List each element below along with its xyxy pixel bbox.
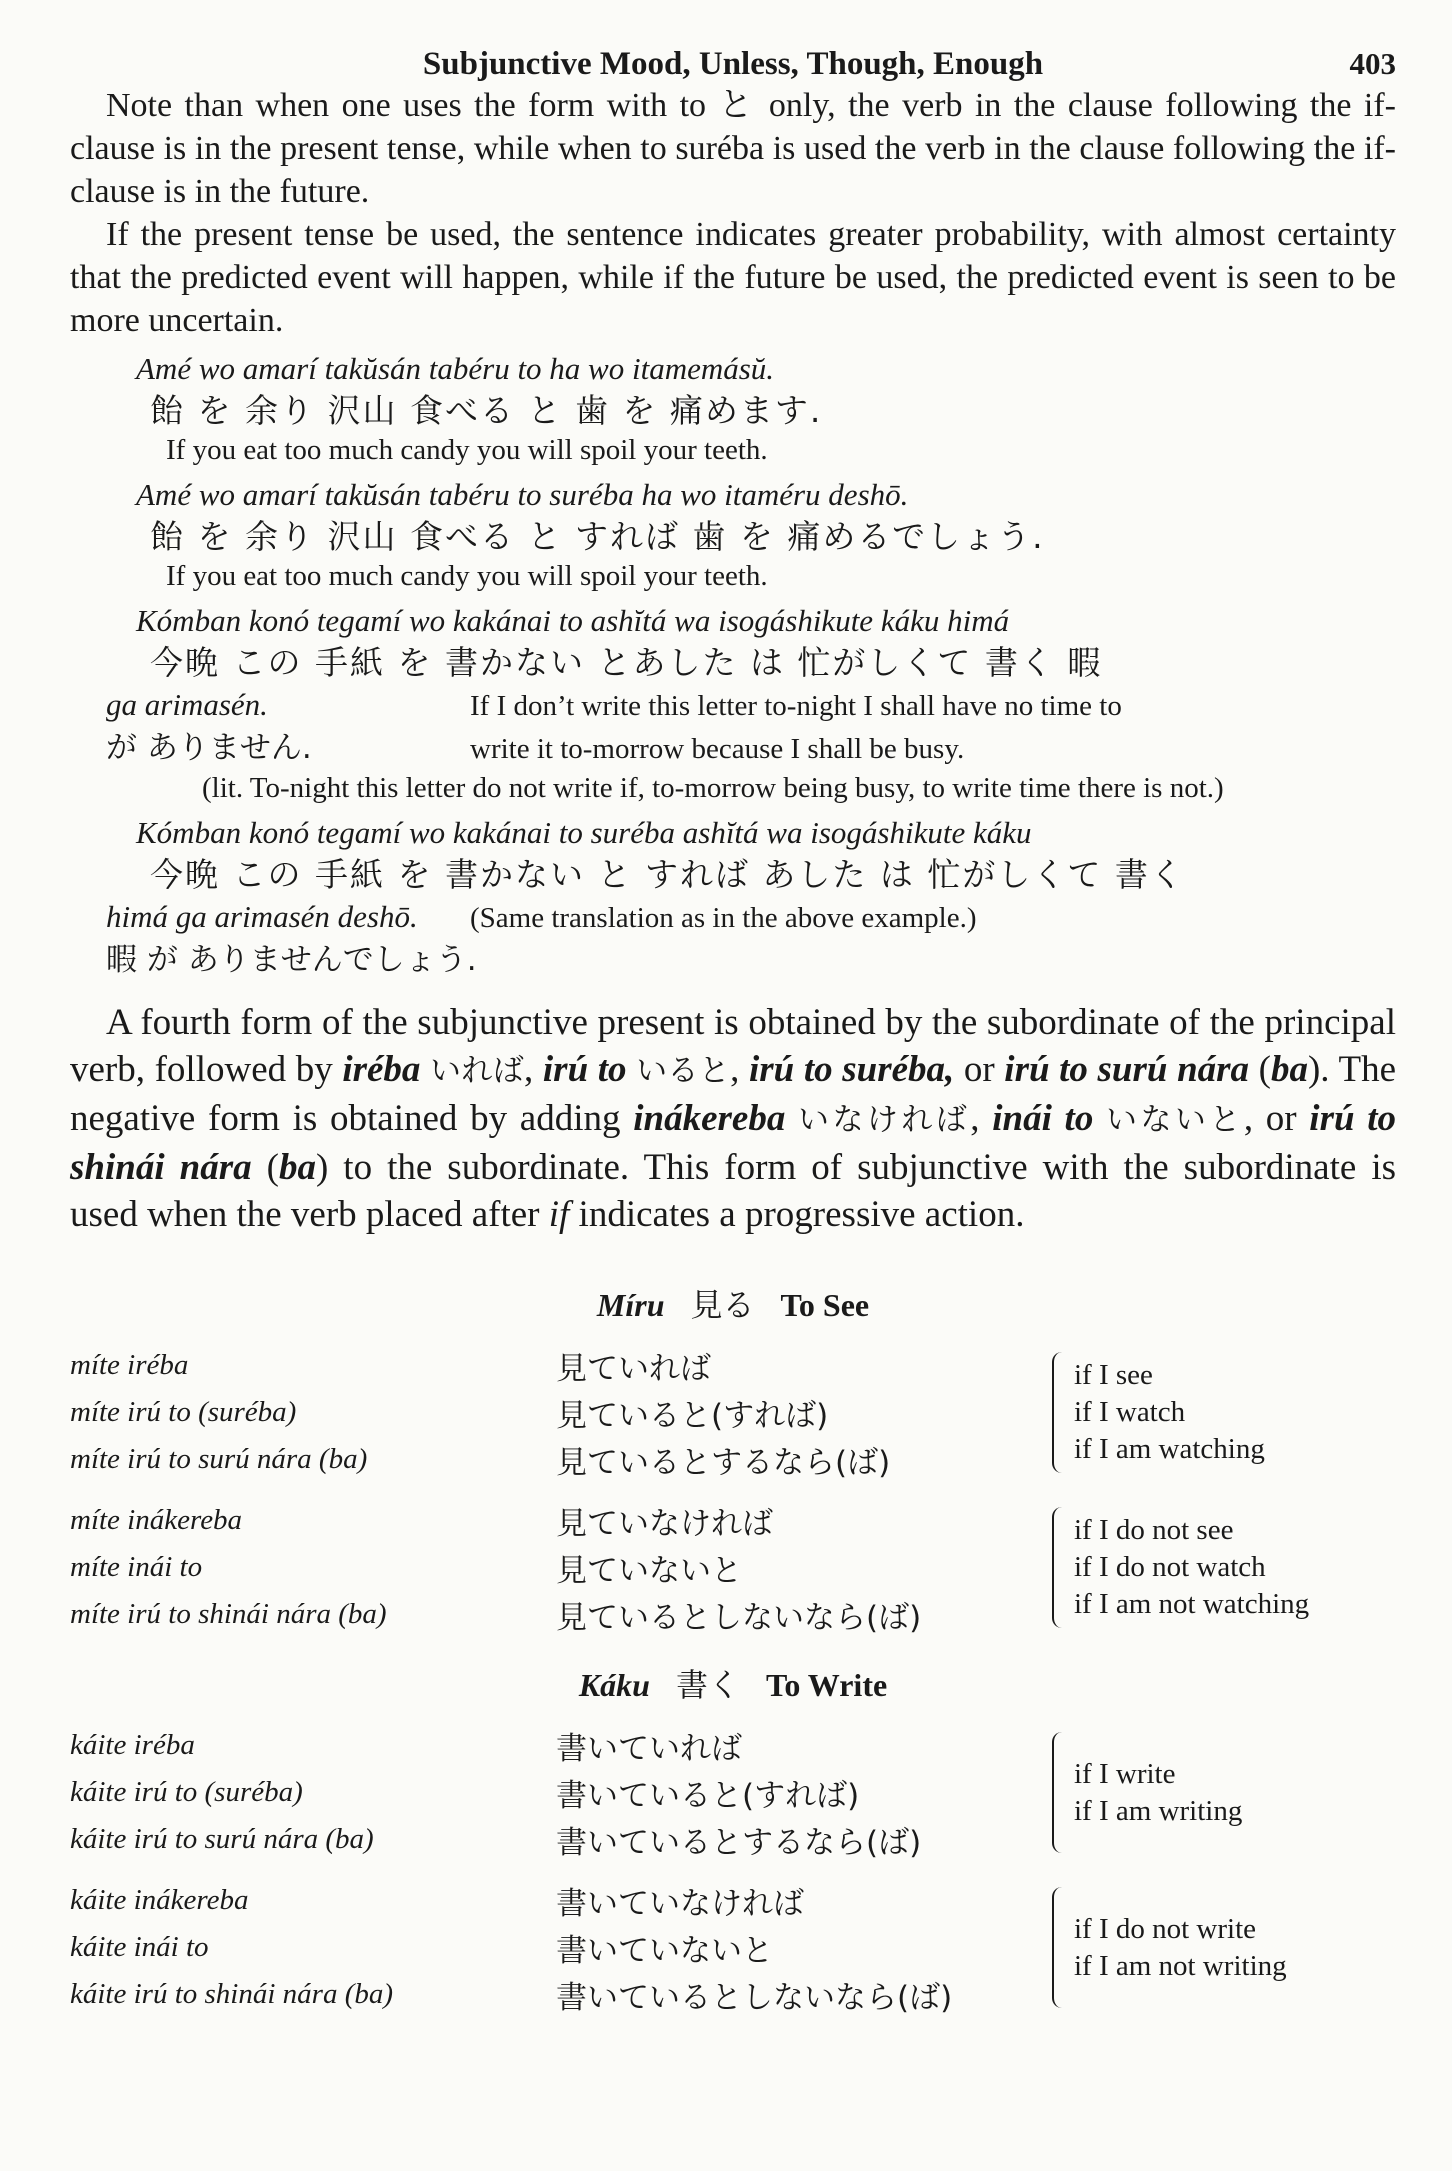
form-romaji: káite inái to (70, 1931, 209, 1963)
conjugation-row (70, 1389, 1046, 1436)
conjugation-group (70, 1342, 1396, 1483)
conjugation-row (70, 1924, 1046, 1971)
conjugation-row (70, 1769, 1046, 1816)
form-romaji: míte inái to (70, 1551, 203, 1583)
intro-text (70, 84, 1396, 342)
term: irú to surú nára (1004, 1049, 1250, 1090)
term: inákereba (633, 1098, 786, 1139)
term-japanese: いなければ (798, 1102, 971, 1138)
form-japanese: 書いているとしないなら(ば) (556, 1980, 953, 2016)
example-translation: write it to-morrow because I shall be busy. (470, 733, 965, 765)
example-romaji: Amé wo amarí takŭsán tabéru to suréba ha wo itaméru deshō. (136, 477, 909, 512)
form-romaji: míte irú to surú nára (ba) (70, 1443, 368, 1475)
literal-translation: (lit. To-night this letter do not write if, to-morrow being busy, to write time there is not.) (202, 772, 1224, 804)
example-japanese: 今晩 この 手紙 を 書かない とあした は 忙がしくて 書く 暇 (150, 643, 1103, 682)
intro-paragraph: If the present tense be used, the sentence indicates greater probability, with almost certainty that the predicted event will happen, while if the future be used, the predicted event is seen to be more uncertain. (70, 216, 1396, 339)
text-run: ). The negative form is obtained by adding (70, 1049, 1396, 1139)
conjugation-row (70, 1877, 1046, 1924)
form-romaji: káite iréba (70, 1729, 195, 1761)
form-japanese: 見ているとするなら(ば) (556, 1445, 891, 1481)
form-romaji: míte iréba (70, 1349, 189, 1381)
form-romaji: káite inákereba (70, 1884, 249, 1916)
text-run: indicates a progressive action. (569, 1194, 1025, 1235)
example-translation: (Same translation as in the above example.) (470, 902, 977, 934)
form-japanese: 見ていないと (556, 1553, 742, 1589)
form-japanese: 書いていれば (556, 1731, 742, 1767)
conjugation-rows (70, 1722, 1046, 1863)
example-romaji: Kómban konó tegamí wo kakánai to ashĭtá wa isogáshikute káku himá (136, 603, 1010, 638)
example-continuation (70, 896, 1396, 939)
example-continuation (70, 727, 1396, 770)
text-run: , (524, 1049, 543, 1090)
example-1 (70, 348, 1396, 468)
form-japanese: 書いているとするなら(ば) (556, 1825, 922, 1861)
conjugation-rows (70, 1497, 1046, 1638)
conjugation-row (70, 1722, 1046, 1769)
text-run: ( (251, 1147, 279, 1188)
meanings (1074, 1497, 1309, 1638)
conjugation-row (70, 1497, 1046, 1544)
term: inái to (992, 1098, 1094, 1139)
form-japanese: 見ていると(すれば) (556, 1398, 829, 1434)
term: ba (278, 1147, 316, 1188)
example-continuation (70, 684, 1396, 727)
text-run: or (954, 1049, 1005, 1090)
example-romaji: Amé wo amarí takŭsán tabéru to ha wo itamemásŭ. (136, 351, 775, 386)
text-run: ( (1249, 1049, 1271, 1090)
term: irú to (542, 1049, 627, 1090)
meanings (1074, 1722, 1242, 1863)
example-4 (70, 812, 1396, 981)
form-japanese: 見ていれば (556, 1351, 711, 1387)
form-romaji: míte irú to shinái nára (ba) (70, 1598, 387, 1630)
example-romaji-cont: ga arimasén. (106, 687, 268, 722)
form-romaji: míte inákereba (70, 1504, 243, 1536)
meaning: if I do not write (1074, 1912, 1257, 1945)
meanings (1074, 1342, 1265, 1483)
conjugation-group (70, 1722, 1396, 1863)
term-japanese: いないと (1106, 1102, 1244, 1138)
conjugation-rows (70, 1877, 1046, 2018)
form-japanese: 見ていなければ (556, 1506, 773, 1542)
example-2 (70, 474, 1396, 594)
verb-english: To See (780, 1287, 870, 1323)
verb-japanese: 見る (690, 1286, 755, 1324)
form-japanese: 書いていなければ (556, 1886, 804, 1922)
term: ba (1270, 1049, 1308, 1090)
example-romaji: Kómban konó tegamí wo kakánai to suréba ashĭtá wa isogáshikute káku (136, 815, 1032, 850)
example-translation: If I don’t write this letter to-night I shall have no time to (470, 690, 1122, 722)
meanings (1074, 1877, 1287, 2018)
form-japanese: 書いていると(すれば) (556, 1778, 860, 1814)
term-if: if (548, 1194, 570, 1235)
conjugation-rows (70, 1342, 1046, 1483)
example-3 (70, 600, 1396, 806)
meaning: if I do not see (1074, 1514, 1234, 1546)
form-romaji: míte irú to (suréba) (70, 1396, 297, 1428)
example-japanese: 飴 を 余り 沢山 食べる と 歯 を 痛めます. (150, 391, 823, 430)
brace (1052, 1887, 1064, 2008)
meaning: if I see (1074, 1359, 1153, 1391)
example-japanese: 今晩 この 手紙 を 書かない と すれば あした は 忙がしくて 書く (150, 855, 1185, 894)
text-run: , or (1243, 1098, 1310, 1139)
brace (1052, 1507, 1064, 1628)
verb-romaji: Káku (578, 1667, 650, 1703)
example-continuation (70, 939, 1396, 981)
brace (1052, 1732, 1064, 1853)
running-title: Subjunctive Mood, Unless, Though, Enough (422, 46, 1044, 82)
form-romaji: káite irú to (suréba) (70, 1776, 303, 1808)
meaning: if I am watching (1074, 1433, 1265, 1465)
text-run: A fourth form of the subjunctive present is obtained by the subordinate of the principal verb, followed by (70, 1002, 1396, 1090)
conjugation-row (70, 1971, 1046, 2018)
text-run: ) to the subordinate. This form of subjunctive with the subordinate is used when the verb placed after (70, 1147, 1396, 1235)
example-translation: If you eat too much candy you will spoil your teeth. (166, 434, 768, 466)
conjugation-row (70, 1544, 1046, 1591)
conjugation-group (70, 1497, 1396, 1638)
verb-english: To Write (765, 1667, 888, 1703)
term: irú to suréba, (749, 1049, 955, 1090)
meaning: if I do not watch (1074, 1551, 1266, 1583)
meaning: if I am writing (1074, 1794, 1243, 1827)
example-japanese-cont: が ありません. (106, 730, 312, 766)
conjugation-heading-kaku (70, 1660, 1396, 1706)
meaning: if I am not writing (1074, 1949, 1287, 1982)
verb-japanese: 書く (675, 1666, 740, 1704)
form-japanese: 見ているとしないなら(ば) (556, 1600, 922, 1636)
example-romaji-cont: himá ga arimasén deshō. (106, 899, 418, 934)
page-header (70, 18, 1396, 84)
conjugation-row (70, 1591, 1046, 1638)
conjugation-group (70, 1877, 1396, 2018)
meaning: if I write (1074, 1757, 1176, 1790)
conjugation-row (70, 1342, 1046, 1389)
form-romaji: káite irú to shinái nára (ba) (70, 1978, 394, 2010)
form-romaji: káite irú to surú nára (ba) (70, 1823, 374, 1855)
fourth-form-text (70, 999, 1396, 1238)
example-japanese-cont: 暇 が ありませんでしょう. (106, 942, 477, 978)
fourth-form-paragraph (70, 999, 1396, 1238)
example-japanese: 飴 を 余り 沢山 食べる と すれば 歯 を 痛めるでしょう. (150, 517, 1045, 556)
meaning: if I watch (1074, 1396, 1186, 1428)
conjugation-row (70, 1816, 1046, 1863)
brace (1052, 1352, 1064, 1473)
conjugation-heading-miru (70, 1280, 1396, 1326)
conjugation-row (70, 1436, 1046, 1483)
term: iréba (342, 1049, 421, 1090)
text-run: , (730, 1049, 749, 1090)
verb-romaji: Míru (596, 1287, 665, 1323)
page-number: 403 (1349, 46, 1396, 81)
intro-paragraph: Note than when one uses the form with to と only, the verb in the clause following the if-clause is in the present tense, while when to suréba is used the verb in the clause following the if-clause is in the future. (70, 87, 1396, 210)
term-japanese: いれば (430, 1053, 525, 1089)
text-run: , (970, 1098, 993, 1139)
form-japanese: 書いていないと (556, 1933, 773, 1969)
meaning: if I am not watching (1074, 1588, 1310, 1620)
term: irú to shinái nára (70, 1098, 1397, 1188)
example-translation: If you eat too much candy you will spoil your teeth. (166, 560, 768, 592)
term-japanese: いると (636, 1053, 731, 1089)
